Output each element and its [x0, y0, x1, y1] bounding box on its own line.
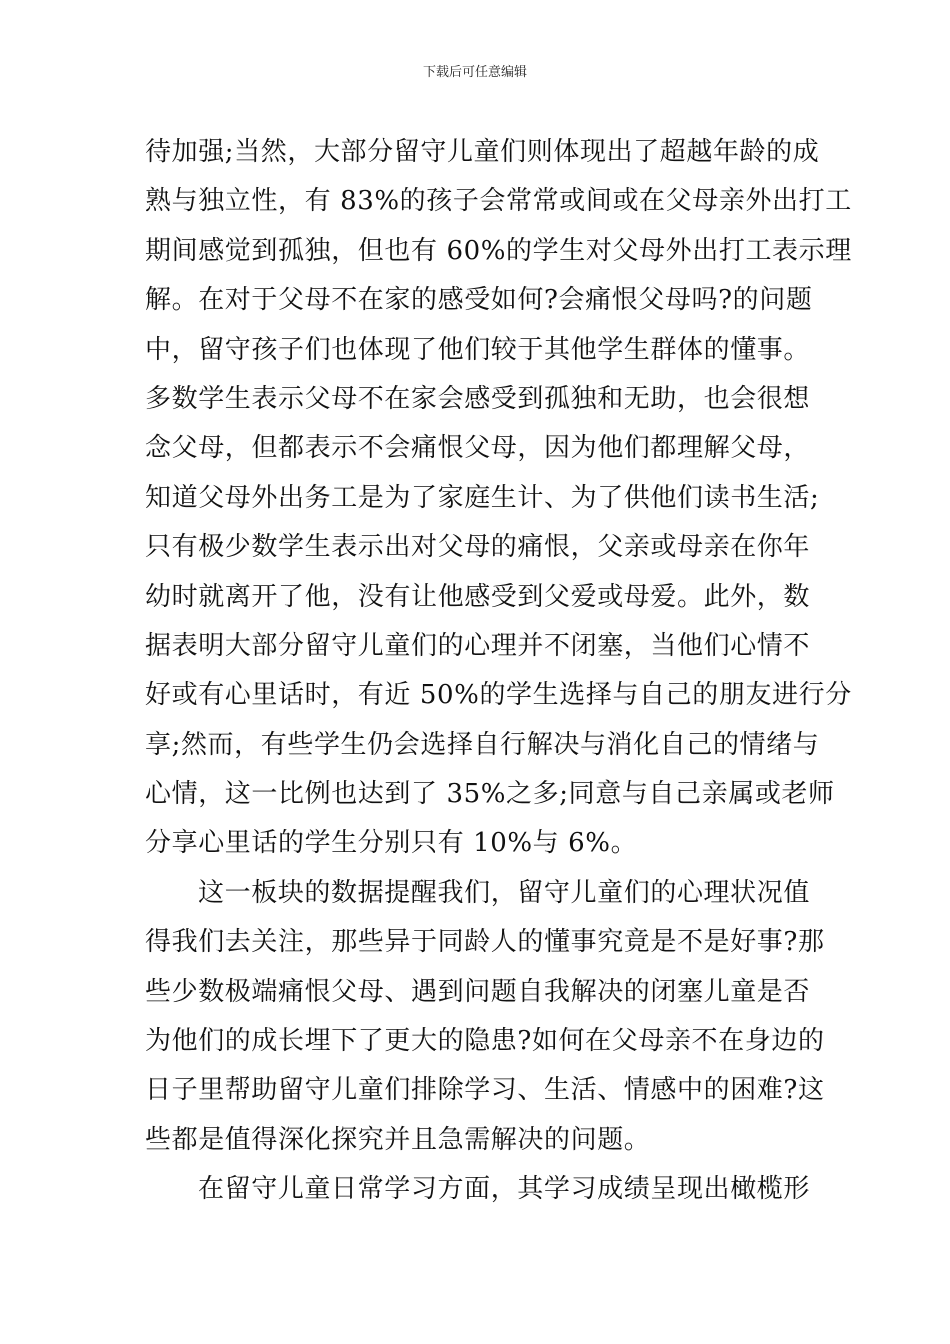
document-body: [145, 128, 852, 1215]
text-line: 念父母，但都表示不会痛恨父母，因为他们都理解父母，: [145, 433, 811, 464]
text-line: 期间感觉到孤独，但也有 60%的学生对父母外出打工表示理: [145, 235, 852, 266]
text-line: 得我们去关注，那些异于同龄人的懂事究竟是不是好事?那: [145, 927, 825, 958]
text-line: 知道父母外出务工是为了家庭生计、为了供他们读书生活;: [145, 482, 820, 513]
paragraph-first-line: 这一板块的数据提醒我们，留守儿童们的心理状况值: [198, 877, 810, 908]
text-line: 多数学生表示父母不在家会感受到孤独和无助，也会很想: [145, 383, 811, 414]
text-line: 好或有心里话时，有近 50%的学生选择与自己的朋友进行分: [145, 680, 852, 711]
text-line: 待加强;当然，大部分留守儿童们则体现出了超越年龄的成: [145, 137, 820, 167]
text-line: 些少数极端痛恨父母、遇到问题自我解决的闭塞儿童是否: [145, 976, 811, 1007]
text-line: 日子里帮助留守儿童们排除学习、生活、情感中的困难?这: [145, 1075, 825, 1106]
text-line: 中，留守孩子们也体现了他们较于其他学生群体的懂事。: [145, 334, 811, 365]
text-line: 据表明大部分留守儿童们的心理并不闭塞，当他们心情不: [145, 630, 811, 661]
text-line: 只有极少数学生表示出对父母的痛恨，父亲或母亲在你年: [145, 532, 811, 563]
text-line: 享;然而，有些学生仍会选择自行解决与消化自己的情绪与: [145, 729, 820, 760]
page-header-note: 下载后可任意编辑: [422, 65, 527, 80]
text-line: 心情，这一比例也达到了 35%之多;同意与自己亲属或老师: [145, 779, 835, 810]
text-line: 分享心里话的学生分别只有 10%与 6%。: [145, 828, 638, 859]
text-line: 熟与独立性，有 83%的孩子会常常或间或在父母亲外出打工: [145, 186, 852, 217]
text-line: 幼时就离开了他，没有让他感受到父爱或母爱。此外，数: [145, 581, 811, 612]
text-line: 为他们的成长埋下了更大的隐患?如何在父母亲不在身边的: [145, 1026, 825, 1057]
paragraph-first-line: 在留守儿童日常学习方面，其学习成绩呈现出橄榄形: [198, 1174, 810, 1205]
text-line: 解。在对于父母不在家的感受如何?会痛恨父母吗?的问题: [145, 285, 813, 316]
text-line: 些都是值得深化探究并且急需解决的问题。: [145, 1124, 651, 1155]
